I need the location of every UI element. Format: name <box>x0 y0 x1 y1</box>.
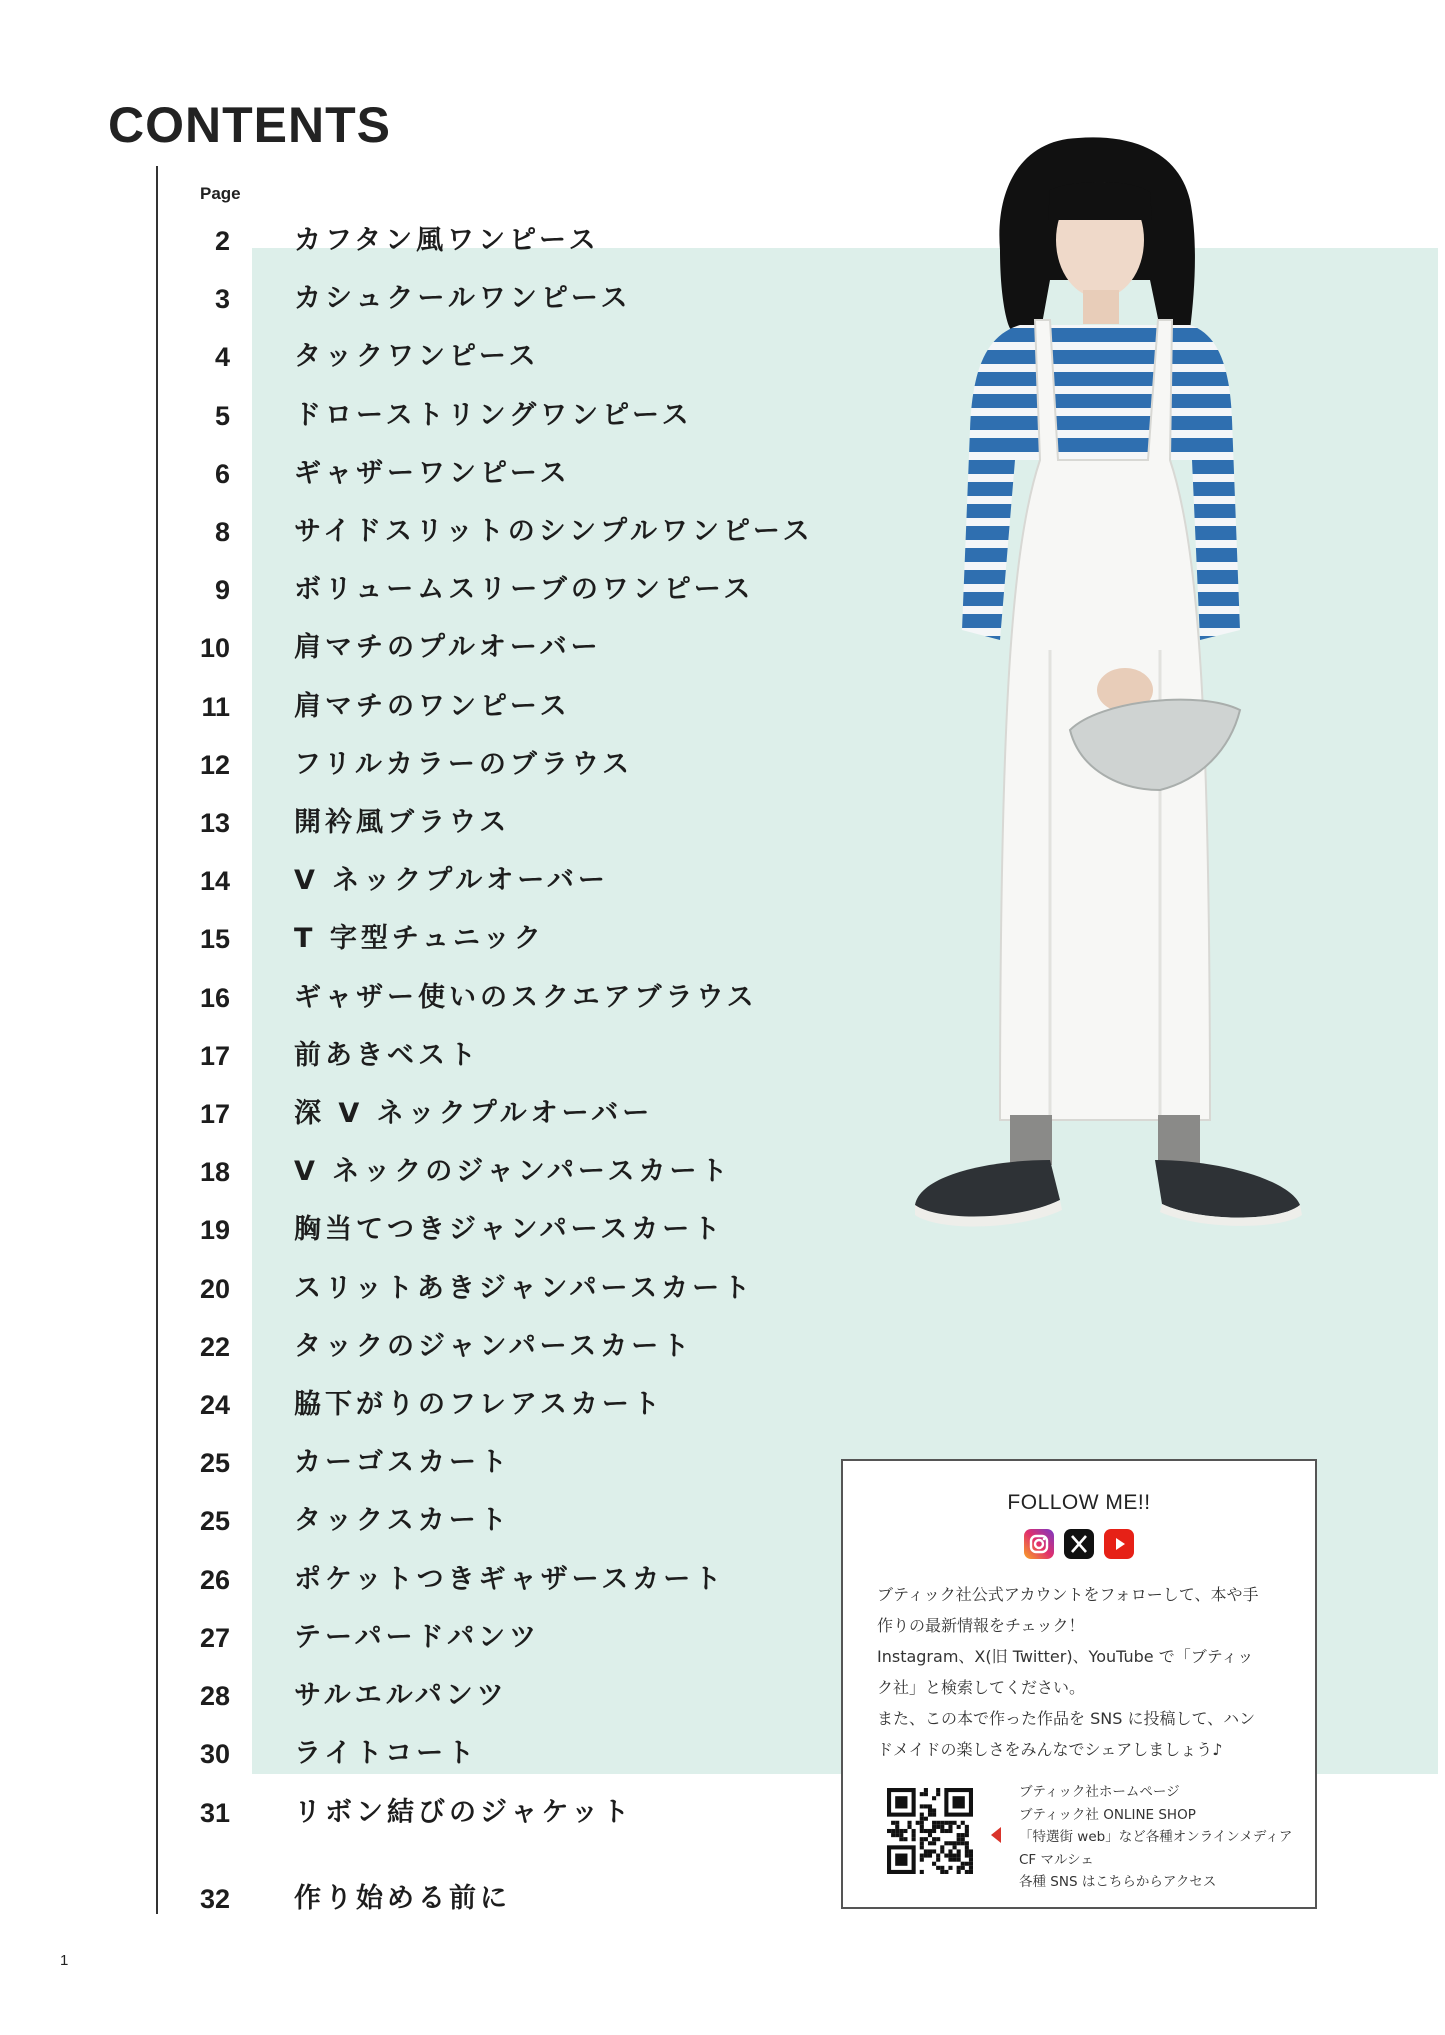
qr-link-item: 「特選街 web」など各種オンラインメディア <box>1019 1829 1293 1845</box>
follow-box <box>841 1459 1317 1909</box>
toc-page-number: 28 <box>199 1681 230 1711</box>
toc-entry-title: T 字型チュニック <box>294 923 545 955</box>
toc-entry-title: カーゴスカート <box>294 1447 511 1479</box>
toc-entry-title: V ネックプルオーバー <box>294 865 609 897</box>
toc-page-number: 8 <box>214 517 230 547</box>
follow-text-line: Instagram、X(旧 Twitter)、YouTube で「ブティッ <box>877 1647 1254 1666</box>
toc-entry[interactable] <box>0 740 820 790</box>
toc-entry-title: ギャザーワンピース <box>294 457 571 489</box>
toc-entry[interactable] <box>0 798 820 848</box>
toc-entry-title: ギャザー使いのスクエアブラウス <box>294 981 758 1013</box>
toc-entry-title: カフタン風ワンピース <box>294 225 600 256</box>
toc-entry-title: 肩マチのワンピース <box>294 690 571 722</box>
toc-entry[interactable] <box>0 274 820 324</box>
toc-page-number: 30 <box>199 1739 230 1770</box>
toc-entry[interactable] <box>0 682 820 732</box>
toc-entry-title: タックワンピース <box>294 341 540 373</box>
toc-entry-title: 脇下がりのフレアスカート <box>294 1389 664 1420</box>
toc-entry[interactable] <box>0 565 820 615</box>
toc-entry-title: V ネックのジャンパースカート <box>294 1156 732 1188</box>
toc-page-number: 32 <box>199 1884 230 1914</box>
toc-entry-title: 開衿風ブラウス <box>294 807 511 838</box>
toc-entry-title: ライトコート <box>294 1738 479 1770</box>
toc-entry[interactable] <box>0 391 820 441</box>
toc-entry[interactable] <box>0 1613 820 1663</box>
toc-entry[interactable] <box>0 1496 820 1546</box>
toc-page-number: 6 <box>214 458 230 489</box>
page-column-label: Page <box>200 184 241 203</box>
follow-text-line: ドメイドの楽しさをみんなでシェアしましょう♪ <box>877 1740 1223 1759</box>
toc-page-number: 24 <box>199 1390 230 1420</box>
toc-page-number: 26 <box>199 1564 230 1595</box>
toc-entry-title: リボン結びのジャケット <box>294 1797 634 1828</box>
toc-entry[interactable] <box>0 1729 820 1779</box>
toc-page-number: 2 <box>214 226 230 256</box>
toc-page-number: 17 <box>199 1040 230 1071</box>
toc-page-number: 16 <box>199 982 230 1013</box>
toc-entry[interactable] <box>0 1438 820 1488</box>
toc-entry-title: テーパードパンツ <box>294 1621 541 1653</box>
toc-entry[interactable] <box>0 1089 820 1139</box>
toc-entry-title: ドローストリングワンピース <box>294 399 693 431</box>
toc-page-number: 14 <box>199 866 230 897</box>
toc-page-number: 4 <box>214 342 230 373</box>
youtube-icon[interactable] <box>1104 1529 1134 1559</box>
toc-page-number: 12 <box>199 749 230 780</box>
toc-entry[interactable] <box>0 1264 820 1314</box>
toc-entry[interactable] <box>0 507 820 557</box>
toc-page-number: 11 <box>201 691 230 722</box>
toc-page-number: 13 <box>199 808 230 838</box>
x-icon[interactable] <box>1064 1529 1094 1559</box>
toc-entry[interactable] <box>0 1380 820 1430</box>
toc-entry[interactable] <box>0 1322 820 1372</box>
toc-page-number: 25 <box>199 1448 230 1479</box>
toc-entry-title: スリットあきジャンパースカート <box>294 1272 755 1304</box>
page-title: CONTENTS <box>108 97 391 153</box>
toc-page-number: 25 <box>199 1506 230 1537</box>
toc-page-number: 18 <box>199 1157 230 1188</box>
toc-entry[interactable] <box>0 1671 820 1721</box>
toc-entry[interactable] <box>0 1205 820 1255</box>
qr-link-item: 各種 SNS はこちらからアクセス <box>1019 1874 1217 1890</box>
toc-entry-title: カシュクールワンピース <box>294 283 632 315</box>
toc-entry-title: 肩マチのプルオーバー <box>294 632 602 664</box>
toc-entry[interactable] <box>0 449 820 499</box>
qr-link-item: ブティック社 ONLINE SHOP <box>1019 1806 1196 1823</box>
toc-page-number: 19 <box>199 1215 230 1246</box>
toc-page-number: 5 <box>214 400 230 431</box>
pointer-arrow-icon <box>991 1827 1001 1843</box>
follow-description <box>877 1579 1297 1765</box>
toc-entry-title: ポケットつきギャザースカート <box>294 1563 726 1595</box>
toc-entry[interactable] <box>0 914 820 964</box>
qr-link-list <box>1019 1781 1292 1894</box>
toc-entry-title: ボリュームスリーブのワンピース <box>294 574 755 606</box>
toc-entry[interactable] <box>0 1874 820 1924</box>
toc-entry-title: 深 V ネックプルオーバー <box>294 1098 654 1129</box>
toc-entry-title: サルエルパンツ <box>294 1680 508 1711</box>
model-photo <box>900 130 1340 1240</box>
toc-entry[interactable] <box>0 973 820 1023</box>
toc-entry-title: タックスカート <box>294 1505 511 1537</box>
toc-page-number: 9 <box>214 575 230 606</box>
toc-page-number: 27 <box>199 1622 230 1653</box>
follow-text-line: また、この本で作った作品を SNS に投稿して、ハン <box>877 1709 1256 1728</box>
toc-entry-title: 胸当てつきジャンパースカート <box>294 1214 725 1246</box>
toc-entry[interactable] <box>0 1788 820 1838</box>
page-number: 1 <box>60 1952 69 1969</box>
qr-link-item: ブティック社ホームページ <box>1019 1784 1180 1800</box>
toc-entry[interactable] <box>0 623 820 673</box>
qr-link-item: CF マルシェ <box>1019 1851 1094 1868</box>
toc-page-number: 10 <box>199 633 230 664</box>
toc-page-number: 22 <box>199 1331 230 1362</box>
right-sneaker <box>1155 1160 1300 1218</box>
toc-page-number: 20 <box>199 1273 230 1304</box>
toc-entry[interactable] <box>0 856 820 906</box>
toc-entry[interactable] <box>0 332 820 382</box>
toc-page-number: 17 <box>199 1099 230 1129</box>
toc-entry-title: タックのジャンパースカート <box>294 1330 694 1362</box>
toc-entry[interactable] <box>0 1147 820 1197</box>
instagram-icon[interactable] <box>1024 1529 1054 1559</box>
follow-text-line: ブティック社公式アカウントをフォローして、本や手 <box>877 1585 1259 1604</box>
toc-entry-title: サイドスリットのシンプルワンピース <box>294 516 814 547</box>
follow-title: FOLLOW ME!! <box>1007 1491 1151 1514</box>
toc-entry[interactable] <box>0 1031 820 1081</box>
toc-page-number: 3 <box>214 284 230 315</box>
toc-entry-title: 前あきベスト <box>294 1039 480 1071</box>
toc-entry-title: フリルカラーのブラウス <box>294 748 634 780</box>
sns-icons <box>843 1529 1315 1559</box>
follow-text-line: 作りの最新情報をチェック！ <box>877 1616 1085 1635</box>
toc-entry-title: 作り始める前に <box>294 1883 511 1914</box>
qr-code[interactable] <box>887 1788 973 1874</box>
toc-page-number: 15 <box>199 924 230 955</box>
toc-entry[interactable] <box>0 216 820 266</box>
toc-page-number: 31 <box>199 1798 230 1828</box>
follow-text-line: ク社」と検索してください。 <box>877 1678 1086 1697</box>
toc-entry[interactable] <box>0 1555 820 1605</box>
